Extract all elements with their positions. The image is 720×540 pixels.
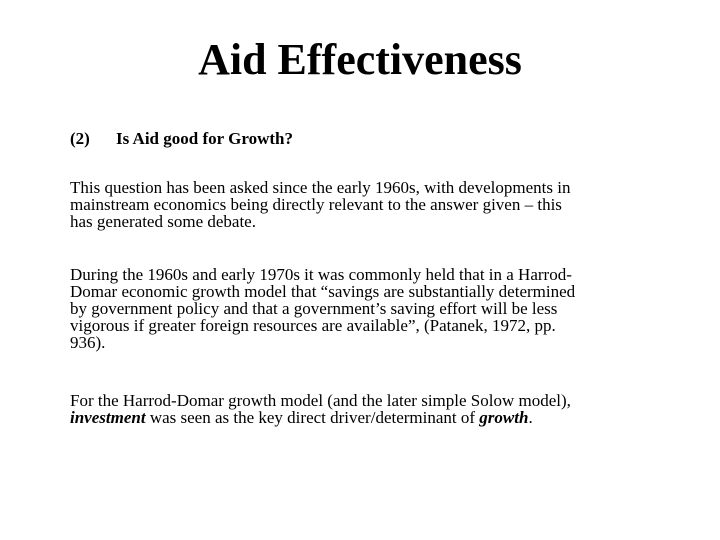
paragraph-line: has generated some debate. <box>70 212 256 231</box>
subheading <box>70 128 293 150</box>
emphasis-growth: growth <box>479 408 529 427</box>
paragraph-investment-driver <box>70 392 670 426</box>
slide-title: Aid Effectiveness <box>198 35 522 84</box>
subheading-number: (2) <box>70 129 90 148</box>
paragraph-harrod-domar-quote <box>70 266 670 351</box>
paragraph-text-fragment: was seen as the key direct driver/determinant of <box>145 408 480 427</box>
paragraph-question-history <box>70 179 670 230</box>
paragraph-text-fragment: . <box>528 408 533 427</box>
paragraph-line-emphasis <box>70 409 670 426</box>
paragraph-line: by government policy and that a government’s saving effort will be less <box>70 299 558 318</box>
emphasis-investment: investment <box>70 408 146 427</box>
paragraph-line: Domar economic growth model that “savings are substantially determined <box>70 282 576 301</box>
paragraph-line: This question has been asked since the early 1960s, with developments in <box>70 178 571 197</box>
paragraph-line: During the 1960s and early 1970s it was commonly held that in a Harrod- <box>70 265 572 284</box>
paragraph-line: mainstream economics being directly relevant to the answer given – this <box>70 195 562 214</box>
paragraph-line: vigorous if greater foreign resources are available”, (Patanek, 1972, pp. <box>70 316 556 335</box>
paragraph-line: 936). <box>70 333 106 352</box>
subheading-text: Is Aid good for Growth? <box>116 129 293 148</box>
paragraph-line: For the Harrod-Domar growth model (and the later simple Solow model), <box>70 391 571 410</box>
